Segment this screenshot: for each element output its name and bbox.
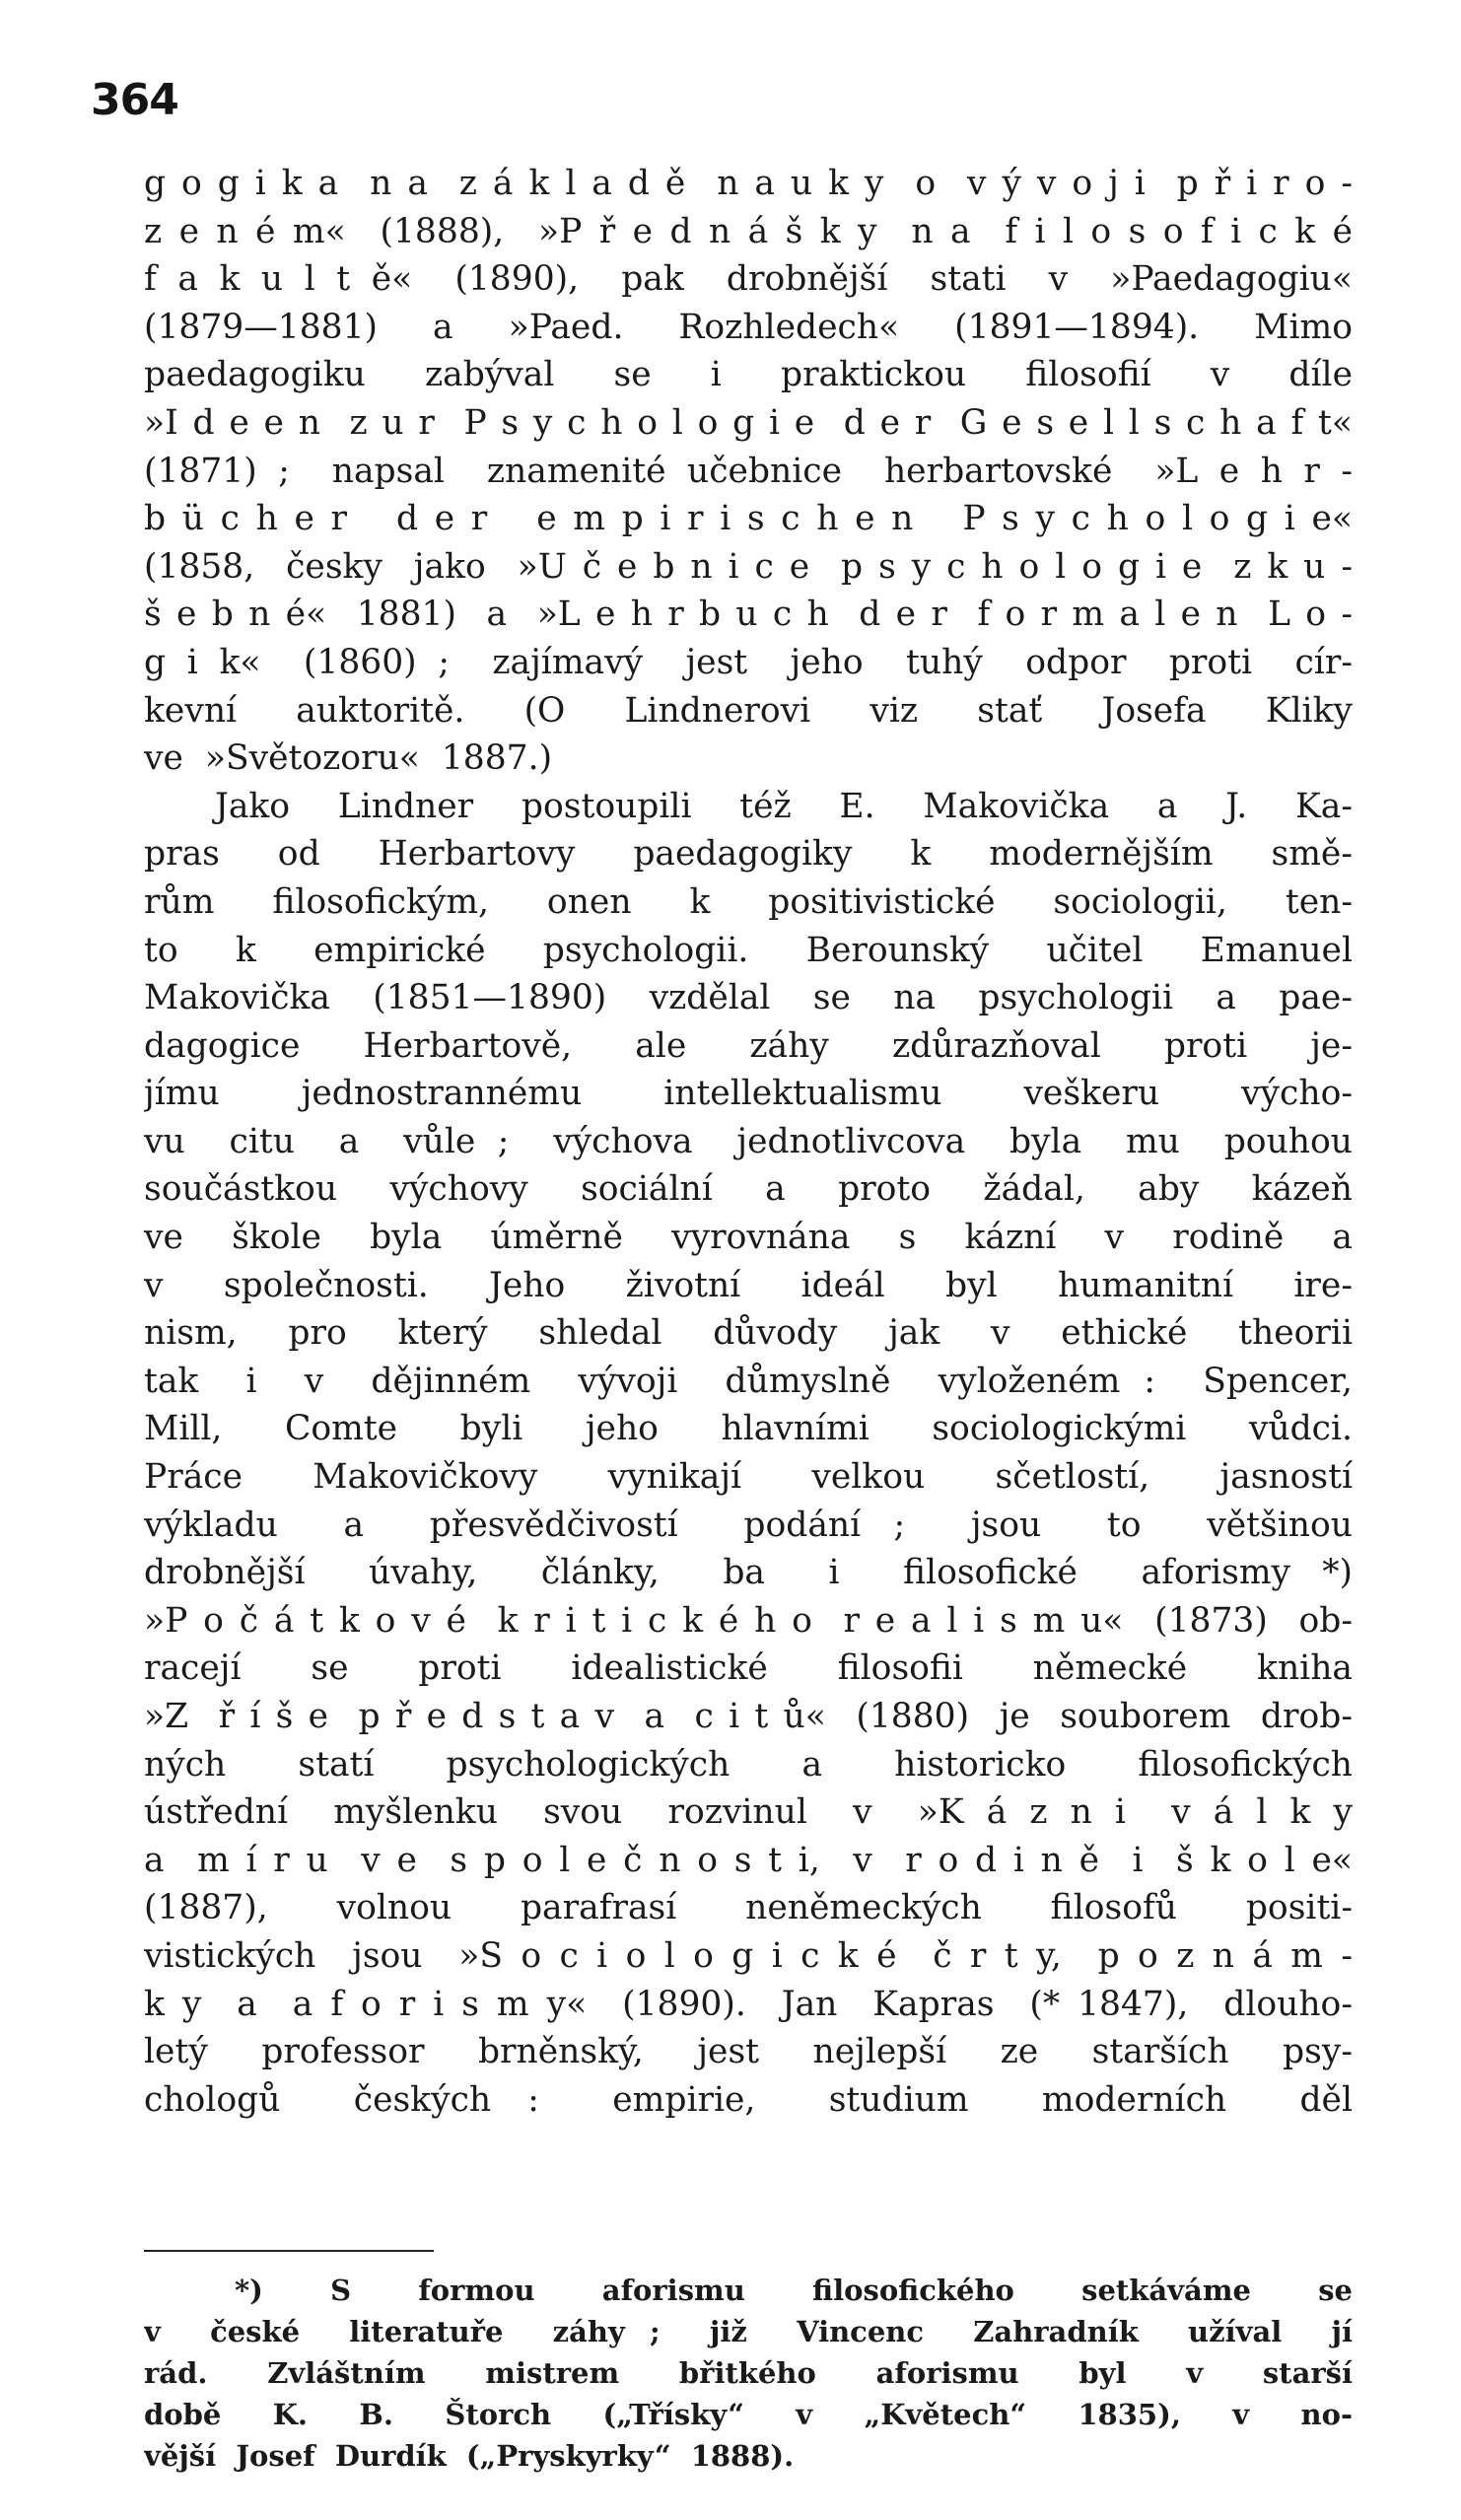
footnote-divider [144,2250,434,2252]
text-line: (1887), volnou parafrasí neněmeckých filosofů positi- [144,1888,1353,1928]
text-line: Jako Lindner postoupili též E. Makovička a J. Ka- [215,786,1353,826]
text-line: v společnosti. Jeho životní ideál byl humanitní ire- [144,1265,1353,1305]
text-line: vistických jsou »S o c i o l o g i c k é č r t y, p o z n á m - [144,1935,1353,1976]
body-text [144,160,1353,2124]
text-line: g i k« (1860) ; zajímavý jest jeho tuhý odpor proti cír- [144,642,1353,682]
text-line: kevní auktoritě. (O Lindnerovi viz stať Josefa Kliky [144,690,1353,731]
text-line: pras od Herbartovy paedagogiky k modernějším smě- [144,834,1353,875]
text-line: a m í r u v e s p o l e č n o s t i, v r o d i n ě i š k o l e« [144,1840,1353,1880]
text-line: (1858, česky jako »U č e b n i c e p s y c h o l o g i e z k u - [144,546,1353,587]
text-line: f a k u l t ě« (1890), pak drobnější stati v »Paedagogiu« [144,259,1353,300]
text-line: (1879—1881) a »Paed. Rozhledech« (1891—1894). Mimo [144,307,1353,347]
text-line: (1871) ; napsal znamenité učebnice herbartovské »L e h r - [144,451,1353,491]
text-line: z e n é m« (1888), »P ř e d n á š k y n a f i l o s o f i c k é [144,211,1353,251]
text-line: ných statí psychologických a historicko filosofických [144,1744,1353,1785]
text-line: Práce Makovičkovy vynikají velkou sčetlostí, jasností [144,1457,1353,1498]
text-line: g o g i k a n a z á k l a d ě n a u k y o v ý v o j i p ř i r o - [144,164,1353,203]
text-line: Makovička (1851—1890) vzdělal se na psychologii a pae- [144,978,1353,1018]
text-line: b ü c h e r d e r e m p i r i s c h e n P s y c h o l o g i e« [144,499,1353,539]
text-line: jímu jednostrannému intellektualismu veškeru výcho- [144,1074,1353,1114]
text-line: nism, pro který shledal důvody jak v ethické theorii [144,1313,1353,1354]
text-line: »P o č á t k o v é k r i t i c k é h o r e a l i s m u« (1873) ob- [144,1600,1353,1641]
text-line: chologů českých : empirie, studium moderních děl [144,2079,1353,2120]
text-line: »Z ř í š e p ř e d s t a v a c i t ů« (1880) je souborem drob- [144,1697,1353,1736]
text-line: paedagogiku zabýval se i praktickou filosofií v díle [144,355,1353,395]
text-line: š e b n é« 1881) a »L e h r b u c h d e r f o r m a l e n L o - [144,595,1353,635]
text-line: racejí se proti idealistické filosofii německé kniha [144,1648,1353,1689]
footnote-line: *) S formou aforismu filosofického setkáváme se [235,2274,1353,2307]
text-line: drobnější úvahy, články, ba i filosofické aforismy *) [144,1553,1353,1593]
text-line: vu citu a vůle ; výchova jednotlivcova byla mu pouhou [144,1121,1353,1161]
text-line: ústřední myšlenku svou rozvinul v »K á z n i v á l k y [144,1792,1353,1833]
text-line: letý professor brněnský, jest nejlepší ze starších psy- [144,2032,1353,2072]
text-line: k y a a f o r i s m y« (1890). Jan Kapras (* 1847), dlouho- [144,1984,1353,2024]
text-line: ve »Světozoru« 1887.) [144,738,553,779]
text-line: »I d e e n z u r P s y c h o l o g i e d e r G e s e l l s c h a f t« [144,402,1353,443]
text-line: tak i v dějinném vývoji důmyslně vyloženém : Spencer, [144,1361,1353,1401]
text-line: to k empirické psychologii. Berounský učitel Emanuel [144,930,1353,970]
footnote [144,2270,1353,2477]
text-line: součástkou výchovy sociální a proto žádal, aby kázeň [144,1169,1353,1210]
text-line: rům filosofickým, onen k positivistické sociologii, ten- [144,881,1353,922]
footnote-line: v české literatuře záhy ; již Vincenc Zahradník užíval jí [144,2315,1353,2348]
footnote-line: rád. Zvláštním mistrem břitkého aforismu byl v starší [144,2356,1353,2390]
text-line: výkladu a přesvědčivostí podání ; jsou to většinou [144,1505,1353,1545]
text-line: ve škole byla úměrně vyrovnána s kázní v rodině a [144,1218,1353,1258]
page-number: 364 [91,75,178,125]
footnote-line: době K. B. Štorch („Třísky“ v „Květech“ 1835), v no- [144,2398,1353,2431]
footnote-line: vější Josef Durdík („Pryskyrky“ 1888). [144,2439,795,2473]
text-line: dagogice Herbartově, ale záhy zdůrazňoval proti je- [144,1025,1353,1066]
text-line: Mill, Comte byli jeho hlavními sociologickými vůdci. [144,1409,1353,1449]
